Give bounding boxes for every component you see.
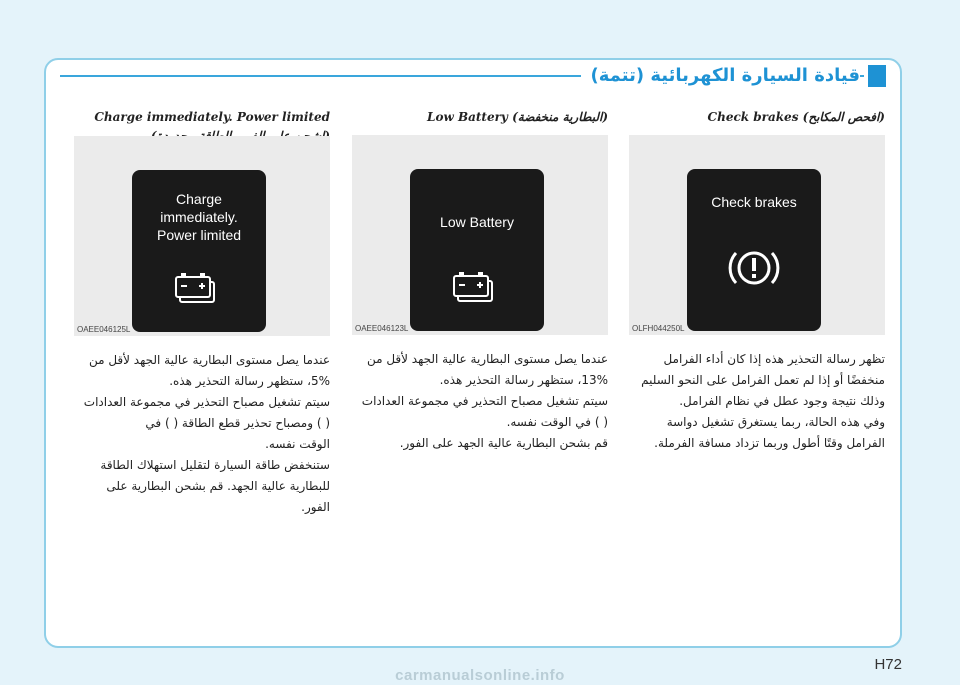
- column-title-ar: (افحص المكابح): [802, 110, 885, 124]
- screen-text-line: Charge: [176, 191, 222, 207]
- header-marker: [868, 65, 886, 87]
- body-line: عندما يصل مستوى البطارية عالية الجهد لأقل من: [88, 353, 330, 367]
- body-line: الوقت نفسه.: [265, 437, 330, 451]
- image-code: OAEE046125L: [77, 325, 131, 334]
- body-line: منخفضًا أو إذا لم تعمل الفرامل على النحو السليم: [641, 373, 885, 387]
- section-header: [60, 64, 886, 88]
- battery-warning-icon: [452, 269, 502, 305]
- body-line: ( ) في الوقت نفسه.: [506, 415, 608, 429]
- cluster-image: [74, 136, 330, 336]
- cluster-image: [352, 135, 608, 335]
- column-title-en: Low Battery: [427, 110, 508, 124]
- column-title-ar: (البطارية منخفضة): [512, 110, 608, 124]
- body-line: الفور.: [301, 500, 330, 514]
- body-line: وذلك نتيجة وجود عطل في نظام الفرامل.: [679, 394, 885, 408]
- body-line: وفي هذه الحالة، ربما يستغرق تشغيل دواسة: [666, 415, 885, 429]
- battery-warning-icon: [174, 270, 224, 306]
- column-body: [629, 349, 885, 454]
- column-title-en: Check brakes: [707, 110, 799, 124]
- screen-text-line: immediately.: [160, 209, 238, 225]
- body-line: قم بشحن البطارية عالية الجهد على الفور.: [399, 436, 608, 450]
- body-line: ( ) ومصباح تحذير قطع الطاقة ( ) في: [145, 416, 330, 430]
- body-line: ستنخفض طاقة السيارة لتقليل استهلاك الطاقة: [100, 458, 330, 472]
- column-check-brakes: [629, 108, 885, 454]
- column-low-battery: [352, 108, 608, 454]
- section-title: قيادة السيارة الكهربائية (تتمة): [581, 64, 860, 88]
- page-number: H72: [874, 656, 902, 673]
- body-line: 5%، ستظهر رسالة التحذير هذه.: [169, 374, 330, 388]
- image-code: OAEE046123L: [355, 324, 409, 333]
- image-code: OLFH044250L: [632, 324, 685, 333]
- screen-text-line: Low Battery: [440, 214, 514, 230]
- cluster-image: [629, 135, 885, 335]
- cluster-screen: [410, 169, 544, 331]
- column-body: [74, 350, 330, 518]
- cluster-screen: [132, 170, 266, 332]
- screen-text-line: Check brakes: [711, 194, 797, 210]
- body-line: عندما يصل مستوى البطارية عالية الجهد لأقل من: [366, 352, 608, 366]
- column-body: [352, 349, 608, 454]
- screen-text-line: Power limited: [156, 227, 242, 243]
- cluster-screen: [687, 169, 821, 331]
- body-line: سيتم تشغيل مصباح التحذير في مجموعة العدادات: [83, 395, 330, 409]
- body-line: تظهر رسالة التحذير هذه إذا كان أداء الفرامل: [663, 352, 885, 366]
- column-title-en: Charge immediately. Power limited: [94, 110, 330, 124]
- watermark: carmanualsonline.info: [395, 667, 565, 684]
- body-line: سيتم تشغيل مصباح التحذير في مجموعة العدادات: [361, 394, 608, 408]
- body-line: الفرامل وقتًا أطول وربما تزداد مسافة الفرملة.: [654, 436, 885, 450]
- brake-warning-icon: [726, 243, 782, 293]
- column-charge-immediately: [74, 108, 330, 518]
- body-line: 13%، ستظهر رسالة التحذير هذه.: [439, 373, 608, 387]
- body-line: للبطارية عالية الجهد. قم بشحن البطارية على: [106, 479, 330, 493]
